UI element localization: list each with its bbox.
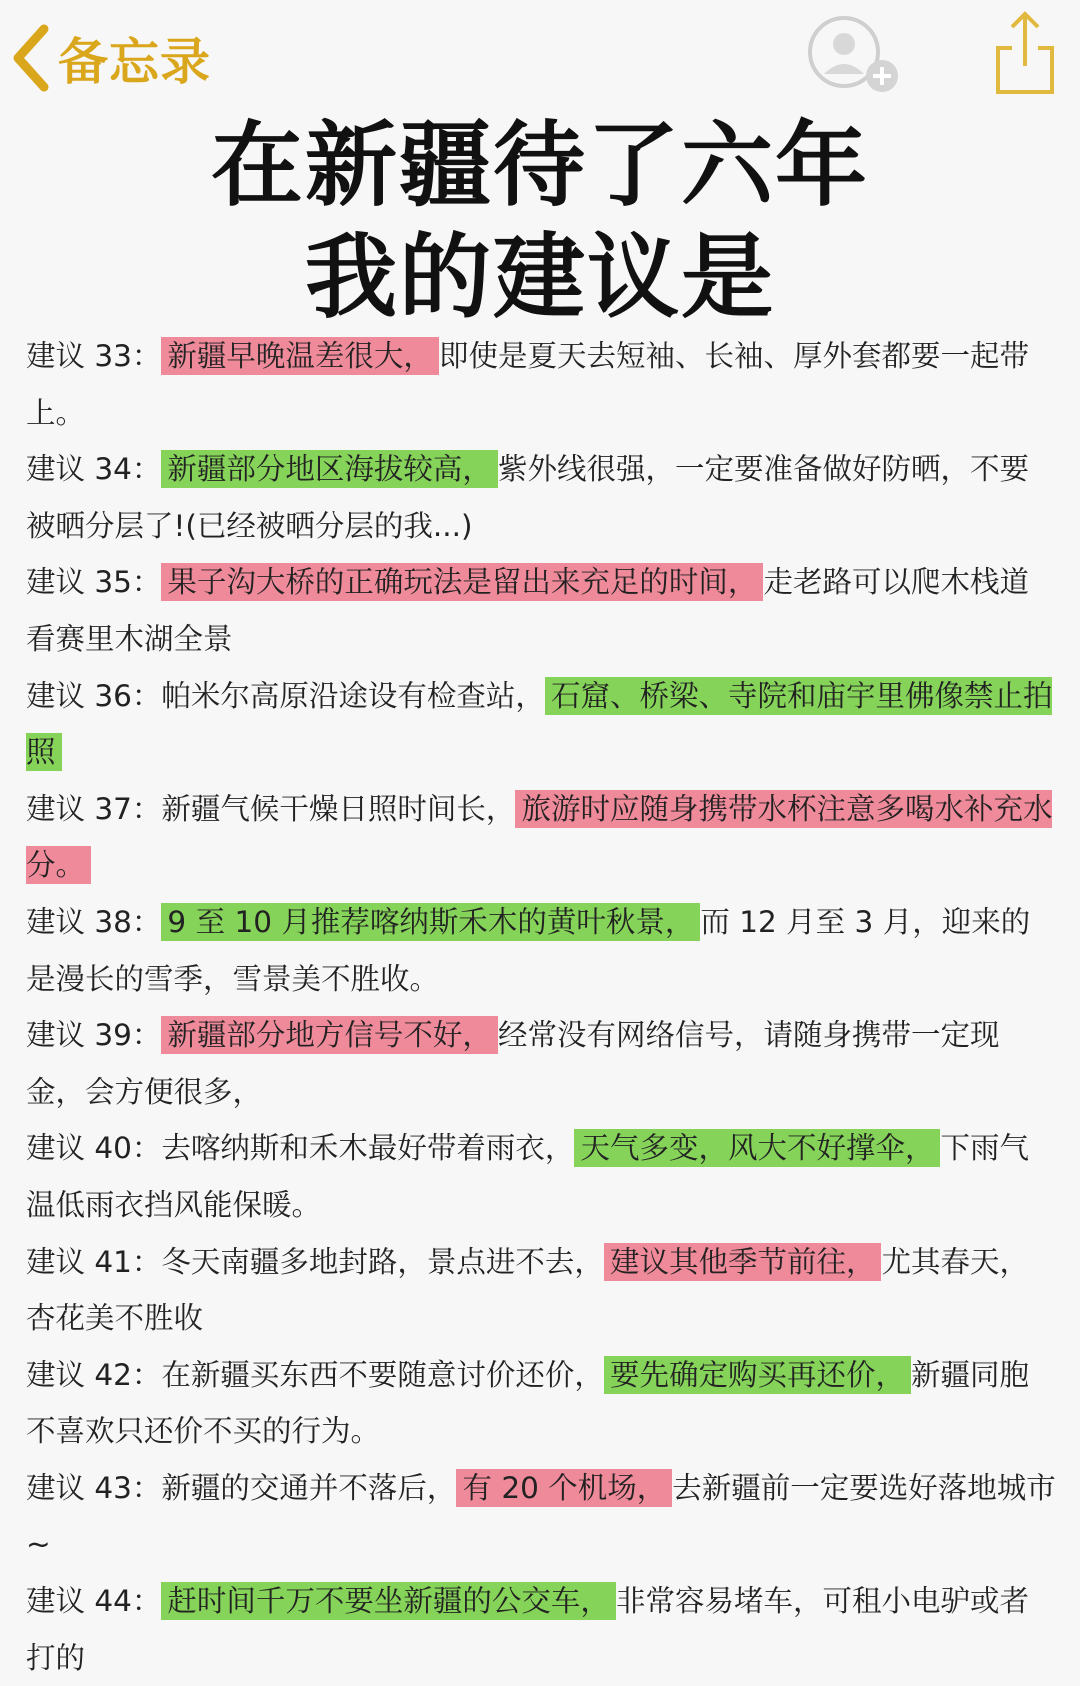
back-button[interactable]	[8, 18, 211, 98]
share-icon	[990, 8, 1060, 98]
suggestion-number: 建议 43：	[26, 1470, 162, 1505]
highlighted-text: 新疆早晚温差很大，	[161, 337, 439, 375]
suggestion-text: 即使是夏天去短袖、长袖、厚外套都要一起带上。	[26, 339, 1029, 430]
suggestion-text: 新疆气候干燥日照时间长，	[161, 791, 516, 826]
suggestion-item	[26, 328, 1056, 441]
share-button[interactable]	[990, 8, 1060, 98]
suggestion-number: 建议 34：	[26, 452, 162, 487]
suggestion-item	[26, 1234, 1056, 1347]
suggestion-item	[26, 1007, 1056, 1120]
suggestion-number: 建议 37：	[26, 791, 162, 826]
suggestion-text: 去新疆前一定要选好落地城市~	[26, 1470, 1056, 1562]
suggestion-text: 下雨气温低雨衣挡风能保暖。	[26, 1131, 1029, 1222]
suggestion-item	[26, 441, 1056, 554]
suggestion-item	[26, 668, 1056, 781]
highlighted-text: 新疆部分地方信号不好，	[161, 1016, 498, 1054]
suggestion-number: 建议 38：	[26, 904, 162, 939]
suggestion-number: 建议 35：	[26, 565, 162, 600]
suggestion-text: 紫外线很强，一定要准备做好防晒，不要被晒分层了!(已经被晒分层的我...)	[26, 452, 1029, 543]
suggestion-text: 冬天南疆多地封路，景点进不去，	[161, 1244, 604, 1279]
suggestion-item	[26, 554, 1056, 667]
suggestion-text: 走老路可以爬木栈道看赛里木湖全景	[26, 565, 1029, 656]
suggestion-list	[26, 328, 1056, 1686]
highlighted-text: 石窟、桥梁、寺院和庙宇里佛像禁止拍照	[26, 678, 1053, 770]
suggestion-text: 经常没有网络信号，请随身携带一定现金，会方便很多，	[26, 1018, 1000, 1109]
suggestion-item	[26, 1347, 1056, 1460]
back-label: 备忘录	[58, 33, 211, 91]
suggestion-text: 在新疆买东西不要随意讨价还价，	[161, 1357, 604, 1392]
highlighted-text: 新疆部分地区海拔较高，	[161, 450, 498, 488]
highlighted-text: 9 至 10 月推荐喀纳斯禾木的黄叶秋景，	[161, 903, 700, 941]
highlighted-text: 果子沟大桥的正确玩法是留出来充足的时间，	[161, 563, 763, 601]
suggestion-text: 而 12 月至 3 月，迎来的是漫长的雪季，雪景美不胜收。	[26, 904, 1031, 996]
title-line-1: 在新疆待了六年	[210, 112, 869, 219]
suggestion-item	[26, 1460, 1056, 1573]
suggestion-number: 建议 36：	[26, 678, 162, 713]
highlighted-text: 有 20 个机场，	[456, 1469, 672, 1507]
chevron-left-icon	[8, 23, 52, 93]
suggestion-number: 建议 33：	[26, 339, 162, 373]
highlighted-text: 旅游时应随身携带水杯注意多喝水补充水分。	[26, 791, 1053, 883]
suggestion-text: 新疆的交通并不落后，	[161, 1470, 457, 1505]
suggestion-text: 帕米尔高原沿途设有检查站，	[161, 678, 545, 713]
add-contact-button[interactable]	[800, 12, 910, 96]
highlighted-text: 建议其他季节前往，	[604, 1243, 882, 1281]
suggestion-item	[26, 1120, 1056, 1233]
add-contact-icon	[800, 12, 910, 96]
title-line-2: 我的建议是	[304, 224, 775, 331]
suggestion-text: 新疆同胞不喜欢只还价不买的行为。	[26, 1357, 1029, 1449]
suggestion-text: 去喀纳斯和禾木最好带着雨衣，	[161, 1131, 575, 1166]
note-title	[0, 110, 1080, 334]
suggestion-text: 非常容易堵车，可租小电驴或者打的	[26, 1584, 1029, 1675]
highlighted-text: 要先确定购买再还价，	[604, 1356, 911, 1394]
navigation-bar	[0, 0, 1080, 110]
suggestion-item	[26, 781, 1056, 894]
highlighted-text: 赶时间千万不要坐新疆的公交车，	[161, 1582, 616, 1620]
suggestion-item	[26, 1573, 1056, 1686]
suggestion-item	[26, 894, 1056, 1007]
suggestion-number: 建议 44：	[26, 1584, 162, 1619]
suggestion-number: 建议 41：	[26, 1244, 162, 1279]
suggestion-number: 建议 40：	[26, 1131, 162, 1166]
highlighted-text: 天气多变，风大不好撑伞，	[574, 1129, 940, 1167]
suggestion-number: 建议 39：	[26, 1018, 162, 1053]
suggestion-text: 尤其春天，杏花美不胜收	[26, 1244, 1029, 1336]
suggestion-number: 建议 42：	[26, 1357, 162, 1392]
